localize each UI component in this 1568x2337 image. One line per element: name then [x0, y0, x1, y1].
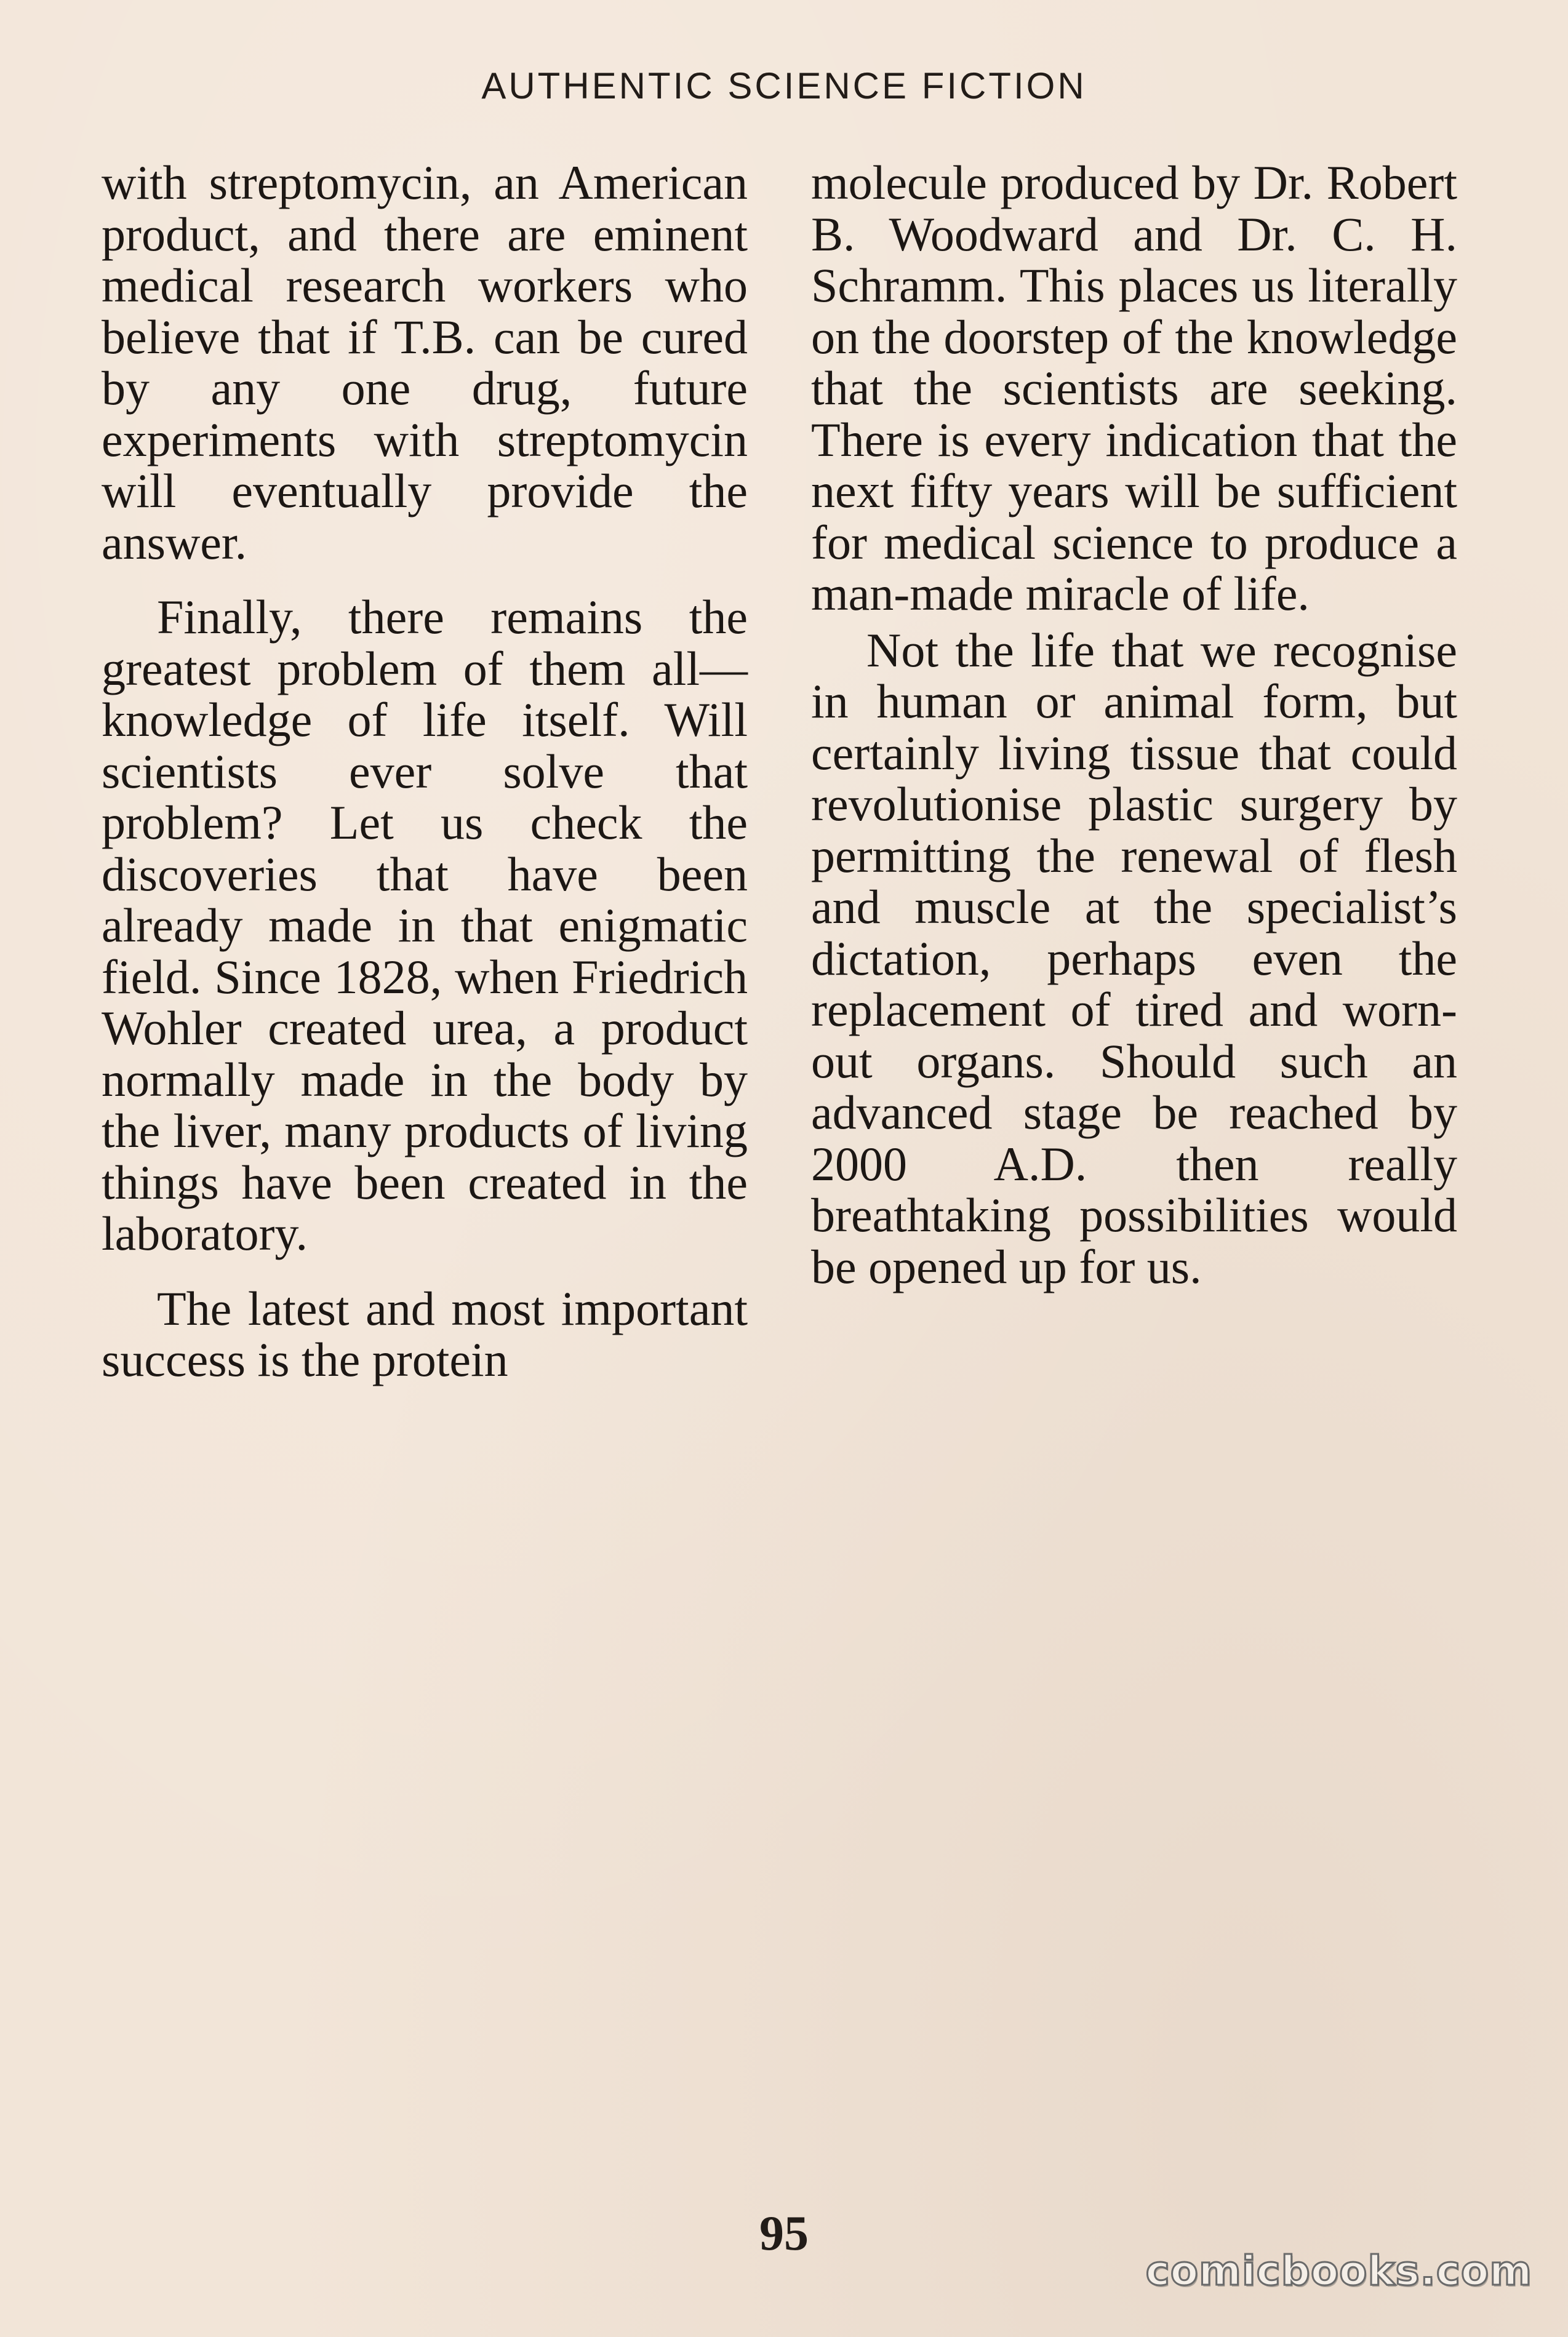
right-column: [811, 157, 1457, 1292]
paragraph: Finally, there remains the greatest problem of them all—knowledge of life itself. Will scientists ever solve that problem? Let us check the discoveries that have been already made in that enigmatic field. Since 1828, when Friedrich Wohler created urea, a product normally made in the body by the liver, many products of living things have been created in the laboratory.: [102, 590, 748, 1260]
paragraph: with streptomycin, an American product, and there are eminent medical research workers who believe that if T.B. can be cured by any one drug, future experiments with streptomycin will eventually provide the answer.: [102, 156, 748, 569]
source-watermark: comicbooks.com: [1145, 2247, 1532, 2295]
paragraph: The latest and most important success is the protein: [102, 1281, 748, 1386]
page-number: 95: [759, 2207, 809, 2261]
running-head: AUTHENTIC SCIENCE FICTION: [481, 65, 1087, 106]
paragraph: molecule produced by Dr. Robert B. Woodward and Dr. C. H. Schramm. This places us literally on the doorstep of the knowledge that the scientists are seeking. There is every indication that the next fifty years will be sufficient for medical science to produce a man-made miracle of life.: [811, 156, 1457, 620]
paragraph: Not the life that we recognise in human or animal form, but certainly living tissue that could revolutionise plastic surgery by permitting the renewal of flesh and muscle at the specialist’s dictation, perhaps even the replacement of tired and worn-out organs. Should such an advanced stage be reached by 2000 A.D. then really breathtaking possibilities would be opened up for us.: [811, 623, 1457, 1293]
left-column: [102, 157, 748, 1386]
